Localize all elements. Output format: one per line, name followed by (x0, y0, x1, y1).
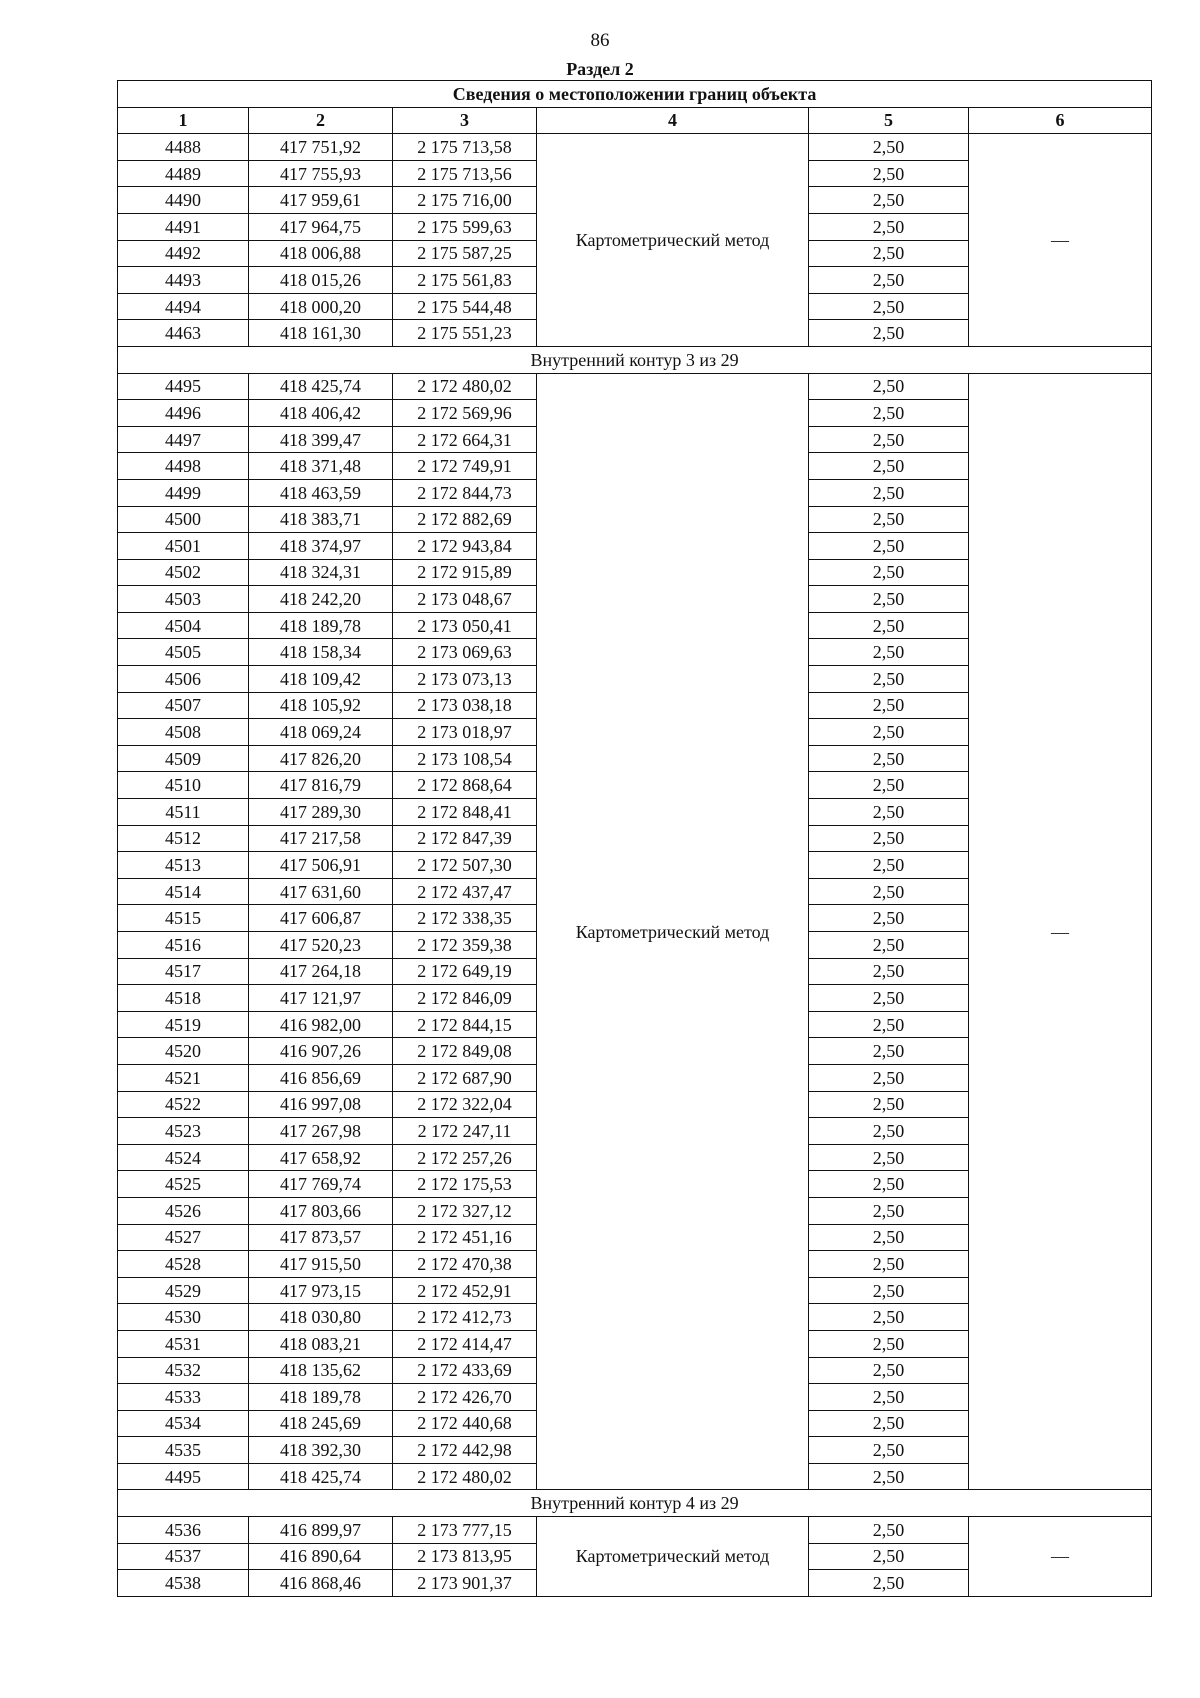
point-number-cell: 4516 (118, 932, 249, 959)
column-header: 4 (537, 107, 809, 134)
x-coordinate-cell: 418 189,78 (249, 612, 393, 639)
y-coordinate-cell: 2 172 849,08 (393, 1038, 537, 1065)
y-coordinate-cell: 2 172 844,15 (393, 1011, 537, 1038)
x-coordinate-cell: 418 109,42 (249, 666, 393, 693)
point-number-cell: 4463 (118, 320, 249, 347)
y-coordinate-cell: 2 172 437,47 (393, 878, 537, 905)
x-coordinate-cell: 417 606,87 (249, 905, 393, 932)
y-coordinate-cell: 2 172 322,04 (393, 1091, 537, 1118)
y-coordinate-cell: 2 172 687,90 (393, 1064, 537, 1091)
y-coordinate-cell: 2 172 442,98 (393, 1437, 537, 1464)
y-coordinate-cell: 2 172 359,38 (393, 932, 537, 959)
y-coordinate-cell: 2 172 257,26 (393, 1144, 537, 1171)
point-number-cell: 4501 (118, 533, 249, 560)
x-coordinate-cell: 416 982,00 (249, 1011, 393, 1038)
point-number-cell: 4532 (118, 1357, 249, 1384)
y-coordinate-cell: 2 172 451,16 (393, 1224, 537, 1251)
y-coordinate-cell: 2 172 480,02 (393, 373, 537, 400)
point-number-cell: 4515 (118, 905, 249, 932)
x-coordinate-cell: 418 000,20 (249, 293, 393, 320)
point-number-cell: 4488 (118, 134, 249, 161)
accuracy-cell: 2,50 (809, 639, 969, 666)
y-coordinate-cell: 2 172 749,91 (393, 453, 537, 480)
y-coordinate-cell: 2 172 943,84 (393, 533, 537, 560)
y-coordinate-cell: 2 173 050,41 (393, 612, 537, 639)
point-number-cell: 4504 (118, 612, 249, 639)
point-number-cell: 4528 (118, 1251, 249, 1278)
accuracy-cell: 2,50 (809, 1463, 969, 1490)
column-header: 5 (809, 107, 969, 134)
x-coordinate-cell: 417 267,98 (249, 1118, 393, 1145)
y-coordinate-cell: 2 172 844,73 (393, 479, 537, 506)
x-coordinate-cell: 417 964,75 (249, 213, 393, 240)
y-coordinate-cell: 2 173 777,15 (393, 1517, 537, 1544)
x-coordinate-cell: 418 399,47 (249, 426, 393, 453)
accuracy-cell: 2,50 (809, 878, 969, 905)
point-number-cell: 4513 (118, 852, 249, 879)
x-coordinate-cell: 417 959,61 (249, 187, 393, 214)
point-number-cell: 4537 (118, 1543, 249, 1570)
point-number-cell: 4525 (118, 1171, 249, 1198)
accuracy-cell: 2,50 (809, 187, 969, 214)
accuracy-cell: 2,50 (809, 958, 969, 985)
y-coordinate-cell: 2 172 882,69 (393, 506, 537, 533)
accuracy-cell: 2,50 (809, 1118, 969, 1145)
accuracy-cell: 2,50 (809, 1224, 969, 1251)
accuracy-cell: 2,50 (809, 825, 969, 852)
point-number-cell: 4526 (118, 1197, 249, 1224)
boundary-coordinates-table (117, 80, 1152, 1597)
accuracy-cell: 2,50 (809, 1304, 969, 1331)
method-cell: Картометрический метод (537, 1517, 809, 1597)
point-number-cell: 4519 (118, 1011, 249, 1038)
point-number-cell: 4535 (118, 1437, 249, 1464)
x-coordinate-cell: 418 135,62 (249, 1357, 393, 1384)
point-number-cell: 4512 (118, 825, 249, 852)
y-coordinate-cell: 2 175 599,63 (393, 213, 537, 240)
y-coordinate-cell: 2 172 847,39 (393, 825, 537, 852)
accuracy-cell: 2,50 (809, 852, 969, 879)
x-coordinate-cell: 417 826,20 (249, 745, 393, 772)
point-number-cell: 4496 (118, 400, 249, 427)
y-coordinate-cell: 2 172 452,91 (393, 1277, 537, 1304)
point-number-cell: 4502 (118, 559, 249, 586)
x-coordinate-cell: 418 392,30 (249, 1437, 393, 1464)
accuracy-cell: 2,50 (809, 1011, 969, 1038)
table-body (118, 134, 1152, 1597)
x-coordinate-cell: 417 264,18 (249, 958, 393, 985)
x-coordinate-cell: 417 973,15 (249, 1277, 393, 1304)
y-coordinate-cell: 2 172 915,89 (393, 559, 537, 586)
point-number-cell: 4506 (118, 666, 249, 693)
x-coordinate-cell: 418 189,78 (249, 1384, 393, 1411)
y-coordinate-cell: 2 172 470,38 (393, 1251, 537, 1278)
x-coordinate-cell: 417 658,92 (249, 1144, 393, 1171)
point-number-cell: 4533 (118, 1384, 249, 1411)
point-number-cell: 4495 (118, 373, 249, 400)
accuracy-cell: 2,50 (809, 586, 969, 613)
point-number-cell: 4524 (118, 1144, 249, 1171)
y-coordinate-cell: 2 172 414,47 (393, 1330, 537, 1357)
accuracy-cell: 2,50 (809, 1277, 969, 1304)
x-coordinate-cell: 417 520,23 (249, 932, 393, 959)
accuracy-cell: 2,50 (809, 213, 969, 240)
description-cell: — (969, 373, 1152, 1490)
accuracy-cell: 2,50 (809, 1064, 969, 1091)
accuracy-cell: 2,50 (809, 533, 969, 560)
accuracy-cell: 2,50 (809, 267, 969, 294)
accuracy-cell: 2,50 (809, 506, 969, 533)
accuracy-cell: 2,50 (809, 985, 969, 1012)
y-coordinate-cell: 2 172 846,09 (393, 985, 537, 1012)
x-coordinate-cell: 417 751,92 (249, 134, 393, 161)
point-number-cell: 4508 (118, 719, 249, 746)
x-coordinate-cell: 417 289,30 (249, 799, 393, 826)
y-coordinate-cell: 2 172 664,31 (393, 426, 537, 453)
point-number-cell: 4531 (118, 1330, 249, 1357)
accuracy-cell: 2,50 (809, 1410, 969, 1437)
y-coordinate-cell: 2 172 440,68 (393, 1410, 537, 1437)
point-number-cell: 4495 (118, 1463, 249, 1490)
x-coordinate-cell: 418 083,21 (249, 1330, 393, 1357)
y-coordinate-cell: 2 175 713,58 (393, 134, 537, 161)
y-coordinate-cell: 2 172 848,41 (393, 799, 537, 826)
point-number-cell: 4499 (118, 479, 249, 506)
y-coordinate-cell: 2 172 569,96 (393, 400, 537, 427)
x-coordinate-cell: 418 371,48 (249, 453, 393, 480)
header-row (118, 107, 1152, 134)
x-coordinate-cell: 418 406,42 (249, 400, 393, 427)
column-header: 6 (969, 107, 1152, 134)
y-coordinate-cell: 2 172 412,73 (393, 1304, 537, 1331)
y-coordinate-cell: 2 173 038,18 (393, 692, 537, 719)
x-coordinate-cell: 418 030,80 (249, 1304, 393, 1331)
y-coordinate-cell: 2 172 480,02 (393, 1463, 537, 1490)
y-coordinate-cell: 2 172 247,11 (393, 1118, 537, 1145)
accuracy-cell: 2,50 (809, 1038, 969, 1065)
point-number-cell: 4511 (118, 799, 249, 826)
x-coordinate-cell: 418 161,30 (249, 320, 393, 347)
accuracy-cell: 2,50 (809, 1197, 969, 1224)
point-number-cell: 4536 (118, 1517, 249, 1544)
accuracy-cell: 2,50 (809, 1384, 969, 1411)
accuracy-cell: 2,50 (809, 559, 969, 586)
description-cell: — (969, 134, 1152, 347)
x-coordinate-cell: 418 158,34 (249, 639, 393, 666)
y-coordinate-cell: 2 175 551,23 (393, 320, 537, 347)
point-number-cell: 4497 (118, 426, 249, 453)
contour-label: Внутренний контур 3 из 29 (118, 346, 1152, 373)
point-number-cell: 4521 (118, 1064, 249, 1091)
y-coordinate-cell: 2 172 649,19 (393, 958, 537, 985)
x-coordinate-cell: 418 324,31 (249, 559, 393, 586)
point-number-cell: 4523 (118, 1118, 249, 1145)
accuracy-cell: 2,50 (809, 293, 969, 320)
accuracy-cell: 2,50 (809, 772, 969, 799)
accuracy-cell: 2,50 (809, 426, 969, 453)
table-caption: Сведения о местоположении границ объекта (118, 81, 1152, 108)
y-coordinate-cell: 2 175 544,48 (393, 293, 537, 320)
point-number-cell: 4491 (118, 213, 249, 240)
y-coordinate-cell: 2 172 338,35 (393, 905, 537, 932)
point-number-cell: 4507 (118, 692, 249, 719)
method-cell: Картометрический метод (537, 134, 809, 347)
x-coordinate-cell: 417 631,60 (249, 878, 393, 905)
x-coordinate-cell: 417 217,58 (249, 825, 393, 852)
point-number-cell: 4538 (118, 1570, 249, 1597)
point-number-cell: 4493 (118, 267, 249, 294)
x-coordinate-cell: 417 816,79 (249, 772, 393, 799)
y-coordinate-cell: 2 175 561,83 (393, 267, 537, 294)
point-number-cell: 4492 (118, 240, 249, 267)
point-number-cell: 4522 (118, 1091, 249, 1118)
description-cell: — (969, 1517, 1152, 1597)
y-coordinate-cell: 2 173 048,67 (393, 586, 537, 613)
point-number-cell: 4514 (118, 878, 249, 905)
column-header: 2 (249, 107, 393, 134)
accuracy-cell: 2,50 (809, 1091, 969, 1118)
accuracy-cell: 2,50 (809, 400, 969, 427)
accuracy-cell: 2,50 (809, 1517, 969, 1544)
accuracy-cell: 2,50 (809, 320, 969, 347)
accuracy-cell: 2,50 (809, 453, 969, 480)
y-coordinate-cell: 2 172 433,69 (393, 1357, 537, 1384)
point-number-cell: 4503 (118, 586, 249, 613)
point-number-cell: 4490 (118, 187, 249, 214)
x-coordinate-cell: 417 915,50 (249, 1251, 393, 1278)
accuracy-cell: 2,50 (809, 1437, 969, 1464)
point-number-cell: 4527 (118, 1224, 249, 1251)
point-number-cell: 4505 (118, 639, 249, 666)
x-coordinate-cell: 418 425,74 (249, 1463, 393, 1490)
x-coordinate-cell: 418 374,97 (249, 533, 393, 560)
y-coordinate-cell: 2 173 069,63 (393, 639, 537, 666)
point-number-cell: 4498 (118, 453, 249, 480)
x-coordinate-cell: 418 105,92 (249, 692, 393, 719)
accuracy-cell: 2,50 (809, 719, 969, 746)
x-coordinate-cell: 418 425,74 (249, 373, 393, 400)
accuracy-cell: 2,50 (809, 240, 969, 267)
y-coordinate-cell: 2 172 327,12 (393, 1197, 537, 1224)
x-coordinate-cell: 417 506,91 (249, 852, 393, 879)
method-cell: Картометрический метод (537, 373, 809, 1490)
table-row (118, 373, 1152, 400)
x-coordinate-cell: 418 383,71 (249, 506, 393, 533)
contour-label-row (118, 346, 1152, 373)
accuracy-cell: 2,50 (809, 692, 969, 719)
y-coordinate-cell: 2 173 813,95 (393, 1543, 537, 1570)
x-coordinate-cell: 417 769,74 (249, 1171, 393, 1198)
y-coordinate-cell: 2 173 018,97 (393, 719, 537, 746)
column-header: 3 (393, 107, 537, 134)
y-coordinate-cell: 2 173 901,37 (393, 1570, 537, 1597)
accuracy-cell: 2,50 (809, 1357, 969, 1384)
accuracy-cell: 2,50 (809, 612, 969, 639)
accuracy-cell: 2,50 (809, 1144, 969, 1171)
y-coordinate-cell: 2 175 587,25 (393, 240, 537, 267)
table-row (118, 134, 1152, 161)
point-number-cell: 4489 (118, 160, 249, 187)
x-coordinate-cell: 417 121,97 (249, 985, 393, 1012)
accuracy-cell: 2,50 (809, 1330, 969, 1357)
accuracy-cell: 2,50 (809, 666, 969, 693)
accuracy-cell: 2,50 (809, 1543, 969, 1570)
y-coordinate-cell: 2 172 426,70 (393, 1384, 537, 1411)
x-coordinate-cell: 416 997,08 (249, 1091, 393, 1118)
x-coordinate-cell: 418 015,26 (249, 267, 393, 294)
column-header: 1 (118, 107, 249, 134)
contour-label: Внутренний контур 4 из 29 (118, 1490, 1152, 1517)
accuracy-cell: 2,50 (809, 1171, 969, 1198)
point-number-cell: 4518 (118, 985, 249, 1012)
x-coordinate-cell: 416 868,46 (249, 1570, 393, 1597)
page-number: 86 (590, 30, 610, 51)
point-number-cell: 4530 (118, 1304, 249, 1331)
accuracy-cell: 2,50 (809, 905, 969, 932)
x-coordinate-cell: 417 803,66 (249, 1197, 393, 1224)
accuracy-cell: 2,50 (809, 1251, 969, 1278)
point-number-cell: 4529 (118, 1277, 249, 1304)
accuracy-cell: 2,50 (809, 134, 969, 161)
x-coordinate-cell: 418 463,59 (249, 479, 393, 506)
accuracy-cell: 2,50 (809, 799, 969, 826)
x-coordinate-cell: 418 006,88 (249, 240, 393, 267)
y-coordinate-cell: 2 175 713,56 (393, 160, 537, 187)
x-coordinate-cell: 418 242,20 (249, 586, 393, 613)
y-coordinate-cell: 2 172 507,30 (393, 852, 537, 879)
point-number-cell: 4494 (118, 293, 249, 320)
point-number-cell: 4534 (118, 1410, 249, 1437)
y-coordinate-cell: 2 173 108,54 (393, 745, 537, 772)
x-coordinate-cell: 416 899,97 (249, 1517, 393, 1544)
accuracy-cell: 2,50 (809, 373, 969, 400)
table-row (118, 1517, 1152, 1544)
point-number-cell: 4509 (118, 745, 249, 772)
x-coordinate-cell: 416 890,64 (249, 1543, 393, 1570)
accuracy-cell: 2,50 (809, 160, 969, 187)
section-title: Раздел 2 (566, 59, 634, 79)
x-coordinate-cell: 418 245,69 (249, 1410, 393, 1437)
x-coordinate-cell: 418 069,24 (249, 719, 393, 746)
y-coordinate-cell: 2 172 175,53 (393, 1171, 537, 1198)
accuracy-cell: 2,50 (809, 479, 969, 506)
x-coordinate-cell: 417 873,57 (249, 1224, 393, 1251)
y-coordinate-cell: 2 175 716,00 (393, 187, 537, 214)
accuracy-cell: 2,50 (809, 932, 969, 959)
contour-label-row (118, 1490, 1152, 1517)
point-number-cell: 4500 (118, 506, 249, 533)
accuracy-cell: 2,50 (809, 1570, 969, 1597)
point-number-cell: 4517 (118, 958, 249, 985)
y-coordinate-cell: 2 172 868,64 (393, 772, 537, 799)
point-number-cell: 4510 (118, 772, 249, 799)
x-coordinate-cell: 416 907,26 (249, 1038, 393, 1065)
accuracy-cell: 2,50 (809, 745, 969, 772)
y-coordinate-cell: 2 173 073,13 (393, 666, 537, 693)
point-number-cell: 4520 (118, 1038, 249, 1065)
x-coordinate-cell: 417 755,93 (249, 160, 393, 187)
x-coordinate-cell: 416 856,69 (249, 1064, 393, 1091)
